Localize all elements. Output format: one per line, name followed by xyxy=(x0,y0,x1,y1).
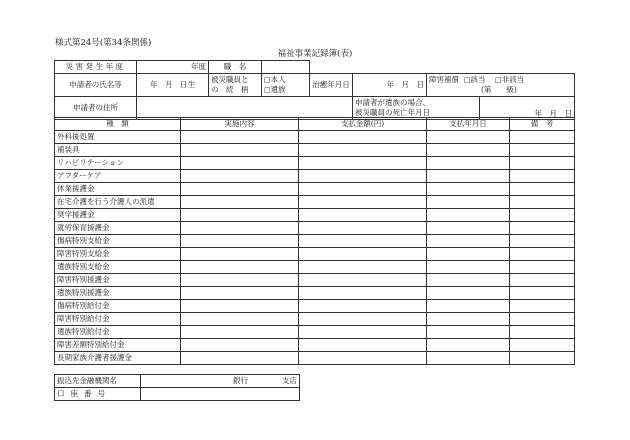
record-content-cell[interactable] xyxy=(181,196,299,209)
record-type-label: 障害特別援護金 xyxy=(55,274,181,287)
disability-compensation-field xyxy=(427,74,575,97)
relation-bereaved-option[interactable] xyxy=(264,85,307,95)
record-date-cell[interactable] xyxy=(427,352,510,365)
disability-yes-label: 該当 xyxy=(470,75,486,84)
table-row xyxy=(55,287,575,300)
branch-suffix: 支店 xyxy=(282,376,297,385)
table-row xyxy=(55,183,575,196)
table-row xyxy=(55,209,575,222)
table-row xyxy=(55,274,575,287)
record-amount-cell[interactable] xyxy=(299,144,427,157)
record-remarks-cell[interactable] xyxy=(510,300,575,313)
record-type-label: 遺族特別支給金 xyxy=(55,261,181,274)
record-content-cell[interactable] xyxy=(181,261,299,274)
record-amount-cell[interactable] xyxy=(299,196,427,209)
record-remarks-cell[interactable] xyxy=(510,144,575,157)
table-row xyxy=(55,235,575,248)
record-content-cell[interactable] xyxy=(181,131,299,144)
record-amount-cell[interactable] xyxy=(299,209,427,222)
record-remarks-cell[interactable] xyxy=(510,222,575,235)
record-amount-cell[interactable] xyxy=(299,287,427,300)
table-row xyxy=(55,352,575,365)
record-date-cell[interactable] xyxy=(427,300,510,313)
cure-date-label: 治癒年月日 xyxy=(310,74,353,97)
record-date-cell[interactable] xyxy=(427,326,510,339)
record-type-label: 傷病特別給付金 xyxy=(55,300,181,313)
record-date-cell[interactable] xyxy=(427,170,510,183)
record-date-cell[interactable] xyxy=(427,183,510,196)
record-amount-cell[interactable] xyxy=(299,339,427,352)
disability-no-label: 非該当 xyxy=(501,75,525,84)
document-title: 福祉事業記録簿(表) xyxy=(277,49,353,59)
position-field[interactable] xyxy=(262,61,310,74)
record-amount-cell[interactable] xyxy=(299,157,427,170)
table-body xyxy=(55,131,575,365)
record-amount-cell[interactable] xyxy=(299,300,427,313)
address-label: 申請者の住所 xyxy=(55,97,137,120)
record-remarks-cell[interactable] xyxy=(510,170,575,183)
record-remarks-cell[interactable] xyxy=(510,235,575,248)
table-row xyxy=(55,196,575,209)
column-header: 支払年月日 xyxy=(427,118,510,131)
disaster-year-field[interactable]: 年度 xyxy=(137,61,209,74)
record-date-cell[interactable] xyxy=(427,339,510,352)
table-row xyxy=(55,170,575,183)
record-remarks-cell[interactable] xyxy=(510,157,575,170)
record-remarks-cell[interactable] xyxy=(510,183,575,196)
record-remarks-cell[interactable] xyxy=(510,261,575,274)
record-content-cell[interactable] xyxy=(181,287,299,300)
record-amount-cell[interactable] xyxy=(299,313,427,326)
disability-label: 障害補償 xyxy=(429,75,459,84)
checkbox-icon: □ xyxy=(463,76,471,84)
record-remarks-cell[interactable] xyxy=(510,339,575,352)
death-date-label-line2: 被災職員の死亡年月日 xyxy=(355,108,430,117)
record-date-cell[interactable] xyxy=(427,131,510,144)
record-remarks-cell[interactable] xyxy=(510,287,575,300)
record-remarks-cell[interactable] xyxy=(510,326,575,339)
record-amount-cell[interactable] xyxy=(299,274,427,287)
record-type-label: 障害特別支給金 xyxy=(55,248,181,261)
record-content-cell[interactable] xyxy=(181,144,299,157)
record-content-cell[interactable] xyxy=(181,157,299,170)
record-type-label: 遺族特別援護金 xyxy=(55,287,181,300)
table-row xyxy=(55,222,575,235)
disability-no-option[interactable] xyxy=(495,75,524,84)
record-content-cell[interactable] xyxy=(181,209,299,222)
record-remarks-cell[interactable] xyxy=(510,196,575,209)
table-row xyxy=(55,144,575,157)
table-row xyxy=(55,131,575,144)
account-number-label: 口座番号 xyxy=(55,388,141,401)
record-type-label: 遺族特別給付金 xyxy=(55,326,181,339)
relation-options xyxy=(262,74,310,97)
table-row xyxy=(55,248,575,261)
disability-yes-option[interactable] xyxy=(464,75,486,84)
record-date-cell[interactable] xyxy=(427,261,510,274)
relation-label-line2: の 続 柄 xyxy=(211,85,249,94)
record-remarks-cell[interactable] xyxy=(510,274,575,287)
record-content-cell[interactable] xyxy=(181,170,299,183)
record-amount-cell[interactable] xyxy=(299,261,427,274)
record-date-cell[interactable] xyxy=(427,196,510,209)
table-header-row xyxy=(55,118,575,131)
record-remarks-cell[interactable] xyxy=(510,352,575,365)
record-amount-cell[interactable] xyxy=(299,131,427,144)
welfare-records-table xyxy=(54,117,575,365)
record-remarks-cell[interactable] xyxy=(510,131,575,144)
table-row xyxy=(55,157,575,170)
header-table xyxy=(54,60,575,120)
column-header: 種 類 xyxy=(55,118,181,131)
record-content-cell[interactable] xyxy=(181,313,299,326)
record-amount-cell[interactable] xyxy=(299,222,427,235)
header-blank xyxy=(310,61,575,74)
record-amount-cell[interactable] xyxy=(299,235,427,248)
record-amount-cell[interactable] xyxy=(299,248,427,261)
bank-suffix: 銀行 xyxy=(233,376,248,385)
account-number-field[interactable] xyxy=(141,388,300,401)
record-amount-cell[interactable] xyxy=(299,183,427,196)
relation-self-option[interactable] xyxy=(264,75,307,85)
table-row xyxy=(55,300,575,313)
checkbox-icon: □ xyxy=(494,76,502,84)
table-row xyxy=(55,326,575,339)
record-amount-cell[interactable] xyxy=(299,170,427,183)
record-type-label: 就労保育援護金 xyxy=(55,222,181,235)
record-content-cell[interactable] xyxy=(181,222,299,235)
bank-institution-label: 振込先金融機関名 xyxy=(55,375,141,388)
table-row xyxy=(55,313,575,326)
checkbox-icon: □ xyxy=(264,76,271,84)
record-content-cell[interactable] xyxy=(181,248,299,261)
record-type-label: 外科後処置 xyxy=(55,131,181,144)
record-date-cell[interactable] xyxy=(427,157,510,170)
record-type-label: 奨学援護金 xyxy=(55,209,181,222)
column-header: 備 考 xyxy=(510,118,575,131)
death-date-label-line1: 申請者が遺族の場合、 xyxy=(355,98,430,107)
record-remarks-cell[interactable] xyxy=(510,209,575,222)
disaster-year-label: 災害発生年度 xyxy=(55,61,137,74)
table-row xyxy=(55,339,575,352)
record-content-cell[interactable] xyxy=(181,183,299,196)
record-date-cell[interactable] xyxy=(427,248,510,261)
record-date-cell[interactable] xyxy=(427,274,510,287)
cure-date-field[interactable]: 年 月 日 xyxy=(353,74,427,97)
record-date-cell[interactable] xyxy=(427,313,510,326)
checkbox-icon: □ xyxy=(264,86,271,94)
column-header: 支払金額(円) xyxy=(299,118,427,131)
bank-table xyxy=(54,374,300,401)
record-type-label: 長期家族介護者援護金 xyxy=(55,352,181,365)
record-remarks-cell[interactable] xyxy=(510,248,575,261)
record-type-label: 障害差額特別給付金 xyxy=(55,339,181,352)
record-content-cell[interactable] xyxy=(181,235,299,248)
record-amount-cell[interactable] xyxy=(299,326,427,339)
record-date-cell[interactable] xyxy=(427,144,510,157)
table-row xyxy=(55,261,575,274)
relation-label xyxy=(209,74,262,97)
record-content-cell[interactable] xyxy=(181,326,299,339)
record-type-label: 休業援護金 xyxy=(55,183,181,196)
record-type-label: アフターケア xyxy=(55,170,181,183)
record-type-label: リハビリテーション xyxy=(55,157,181,170)
record-date-cell[interactable] xyxy=(427,235,510,248)
record-content-cell[interactable] xyxy=(181,300,299,313)
column-header: 実施内容 xyxy=(181,118,299,131)
record-type-label: 傷病特別支給金 xyxy=(55,235,181,248)
record-content-cell[interactable] xyxy=(181,339,299,352)
disability-grade: (第 級) xyxy=(481,85,517,94)
death-date-field[interactable]: 年 月 日 xyxy=(480,97,575,120)
bank-institution-field[interactable] xyxy=(141,375,300,388)
record-type-label: 障害特別給付金 xyxy=(55,313,181,326)
relation-self-label: 本人 xyxy=(270,75,286,84)
relation-label-line1: 被災職員と xyxy=(211,75,249,84)
record-type-label: 在宅介護を行う介護人の派遣 xyxy=(55,196,181,209)
record-content-cell[interactable] xyxy=(181,352,299,365)
form-id: 様式第24号(第34条関係) xyxy=(55,38,152,48)
record-remarks-cell[interactable] xyxy=(510,313,575,326)
birth-date-field[interactable]: 年 月 日生 xyxy=(137,74,209,97)
position-label: 職 名 xyxy=(209,61,262,74)
record-amount-cell[interactable] xyxy=(299,352,427,365)
record-date-cell[interactable] xyxy=(427,287,510,300)
record-date-cell[interactable] xyxy=(427,209,510,222)
record-date-cell[interactable] xyxy=(427,222,510,235)
record-type-label: 補装具 xyxy=(55,144,181,157)
record-content-cell[interactable] xyxy=(181,274,299,287)
applicant-name-label: 申請者の氏名等 xyxy=(55,74,137,97)
relation-bereaved-label: 遺族 xyxy=(270,85,286,94)
